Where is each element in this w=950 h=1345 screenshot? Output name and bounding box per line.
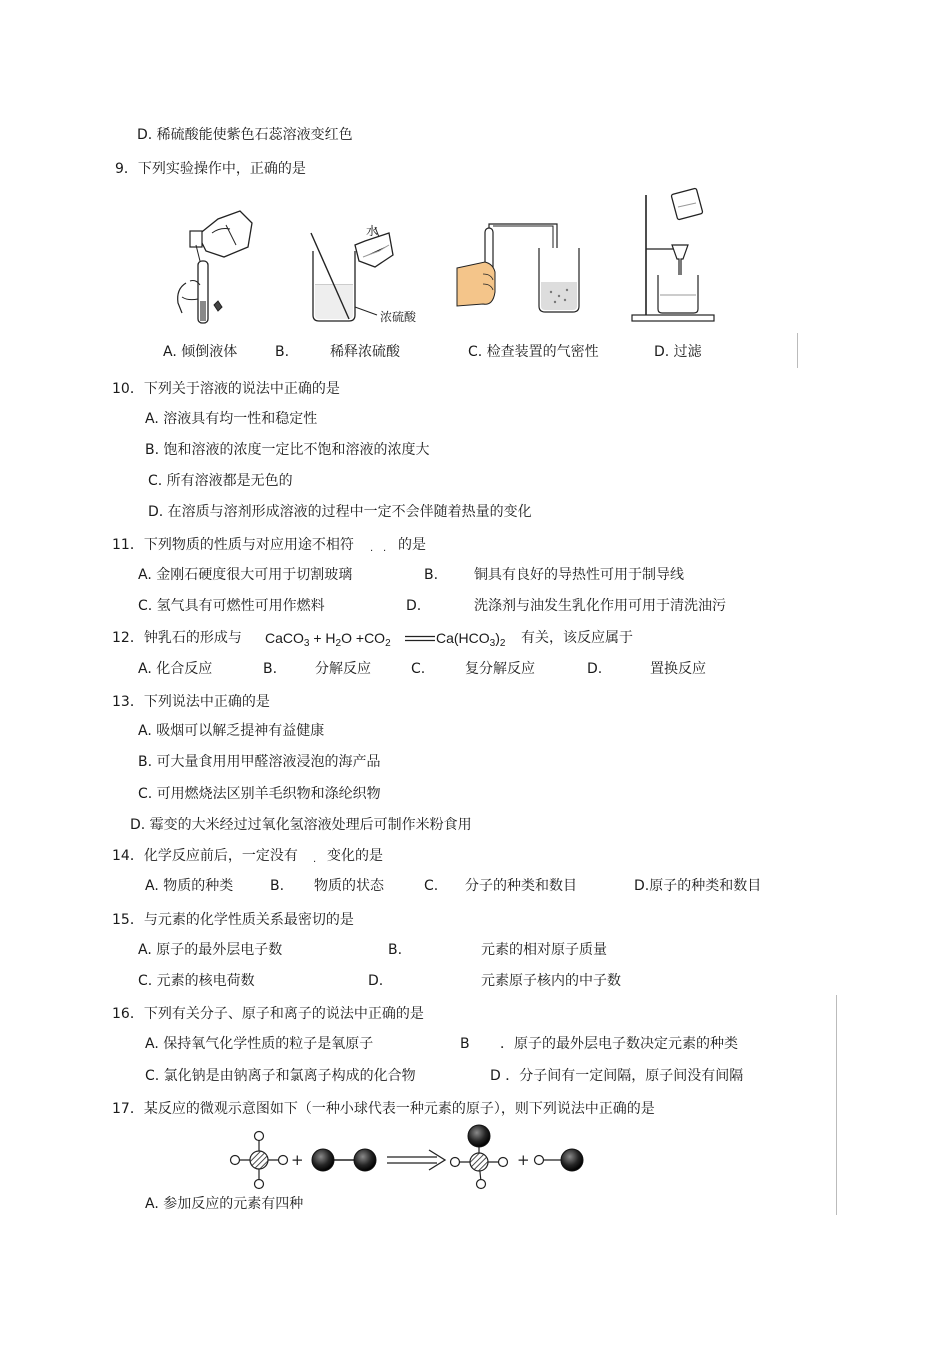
q13-option-d: D. 霉变的大米经过过氧化氢溶液处理后可制作米粉食用 xyxy=(130,817,472,833)
q12-option-c-letter: C. xyxy=(411,661,426,677)
plus-sign: + xyxy=(517,1151,530,1169)
q11-stem-end: 的是 xyxy=(398,537,426,553)
molecule-product-1 xyxy=(451,1125,508,1189)
q9-option-d: D. 过滤 xyxy=(654,344,702,360)
q10-option-d: D. 在溶质与溶剂形成溶液的过程中一定不会伴随着热量的变化 xyxy=(148,504,532,520)
q11-option-a: A. 金刚石硬度很大可用于切割玻璃 xyxy=(138,567,353,583)
q15-option-d: 元素原子核内的中子数 xyxy=(481,973,621,989)
q14-option-b-letter: B. xyxy=(270,878,285,894)
q14-option-c-letter: C. xyxy=(424,878,439,894)
q15-option-a: A. 原子的最外层电子数 xyxy=(138,942,283,958)
q13-option-a: A. 吸烟可以解乏提神有益健康 xyxy=(138,723,325,739)
emphasis-dot: · xyxy=(313,857,317,868)
q11-option-d-letter: D. xyxy=(406,598,422,614)
q10-option-a: A. 溶液具有均一性和稳定性 xyxy=(145,411,318,427)
q9-option-c: C. 检查装置的气密性 xyxy=(468,344,599,360)
q10-option-c: C. 所有溶液都是无色的 xyxy=(148,473,293,489)
q10-stem: 10．下列关于溶液的说法中正确的是 xyxy=(112,381,340,397)
q14-option-d: D.原子的种类和数目 xyxy=(634,878,762,894)
margin-line xyxy=(836,995,837,1215)
figure-airtightness-check xyxy=(455,222,585,317)
q9-option-a: A. 倾倒液体 xyxy=(163,344,238,360)
q15-option-c: C. 元素的核电荷数 xyxy=(138,973,255,989)
molecule-reactant-2 xyxy=(312,1149,376,1171)
q12-option-d-letter: D. xyxy=(587,661,603,677)
q11-option-b: 铜具有良好的导热性可用于制导线 xyxy=(474,567,684,583)
q11-option-c: C. 氢气具有可燃性可用作燃料 xyxy=(138,598,325,614)
q15-option-b-letter: B. xyxy=(388,942,403,958)
q16-option-a: A. 保持氧气化学性质的粒子是氧原子 xyxy=(145,1036,374,1052)
q13-stem: 13．下列说法中正确的是 xyxy=(112,694,270,710)
q14-option-a: A. 物质的种类 xyxy=(145,878,234,894)
q13-option-c: C. 可用燃烧法区别羊毛织物和涤纶织物 xyxy=(138,786,381,802)
q12-stem: 12．钟乳石的形成与 xyxy=(112,630,242,646)
q11-option-b-letter: B. xyxy=(424,567,439,583)
plus-sign: + xyxy=(291,1151,304,1169)
q8-option-d: D. 稀硫酸能使紫色石蕊溶液变红色 xyxy=(137,127,353,143)
q15-option-d-letter: D. xyxy=(368,973,384,989)
q12-stem-end: 有关，该反应属于 xyxy=(521,630,633,646)
q13-option-b: B. 可大量食用用甲醛溶液浸泡的海产品 xyxy=(138,754,381,770)
q16-option-b: ．原子的最外层电子数决定元素的种类 xyxy=(500,1036,738,1052)
q9-option-b-letter: B. xyxy=(275,344,290,360)
q12-option-b-letter: B. xyxy=(263,661,278,677)
q9-option-b: 稀释浓硫酸 xyxy=(330,344,400,360)
molecule-product-2 xyxy=(535,1149,584,1171)
q15-option-b: 元素的相对原子质量 xyxy=(481,942,607,958)
margin-line xyxy=(797,333,798,368)
reaction-micro-diagram xyxy=(225,1124,605,1190)
emphasis-dot: · xyxy=(383,546,387,557)
q14-stem-end: 变化的是 xyxy=(327,848,383,864)
figure-pouring-liquid xyxy=(160,205,260,330)
q11-option-d: 洗涤剂与油发生乳化作用可用于清洗油污 xyxy=(474,598,726,614)
q17-stem: 17．某反应的微观示意图如下（一种小球代表一种元素的原子），则下列说法中正确的是 xyxy=(112,1101,655,1117)
molecule-reactant-1 xyxy=(231,1132,288,1189)
figure-label-acid: 浓硫酸 xyxy=(380,310,417,324)
q12-equation-right: $Ca(HCO_3)_2$ xyxy=(436,630,506,649)
q11-stem: 11．下列物质的性质与对应用途不相符 xyxy=(112,537,354,553)
q12-option-d: 置换反应 xyxy=(650,661,706,677)
q9-stem: 9．下列实验操作中，正确的是 xyxy=(115,161,306,177)
q15-stem: 15．与元素的化学性质关系最密切的是 xyxy=(112,912,354,928)
figure-filtration xyxy=(628,185,718,325)
q16-stem: 16．下列有关分子、原子和离子的说法中正确的是 xyxy=(112,1006,424,1022)
emphasis-dot: · xyxy=(370,546,374,557)
figure-label-water: 水 xyxy=(366,224,379,238)
q14-option-c: 分子的种类和数目 xyxy=(465,878,577,894)
q16-option-c: C. 氯化钠是由钠离子和氯离子构成的化合物 xyxy=(145,1068,416,1084)
q14-stem: 14．化学反应前后，一定没有 xyxy=(112,848,298,864)
q12-option-c: 复分解反应 xyxy=(465,661,535,677)
reaction-arrow xyxy=(387,1150,445,1170)
equals-sign xyxy=(405,635,435,643)
q16-option-b-letter: B xyxy=(460,1036,470,1052)
q16-option-d: D ．分子间有一定间隔，原子间没有间隔 xyxy=(490,1068,744,1084)
q12-option-a: A. 化合反应 xyxy=(138,661,213,677)
q17-option-a: A. 参加反应的元素有四种 xyxy=(145,1196,304,1212)
q14-option-b: 物质的状态 xyxy=(314,878,384,894)
q10-option-b: B. 饱和溶液的浓度一定比不饱和溶液的浓度大 xyxy=(145,442,430,458)
q12-option-b: 分解反应 xyxy=(315,661,371,677)
q12-equation-left: CaCO$_3$ + $H_2O +CO_2$ xyxy=(265,630,391,649)
